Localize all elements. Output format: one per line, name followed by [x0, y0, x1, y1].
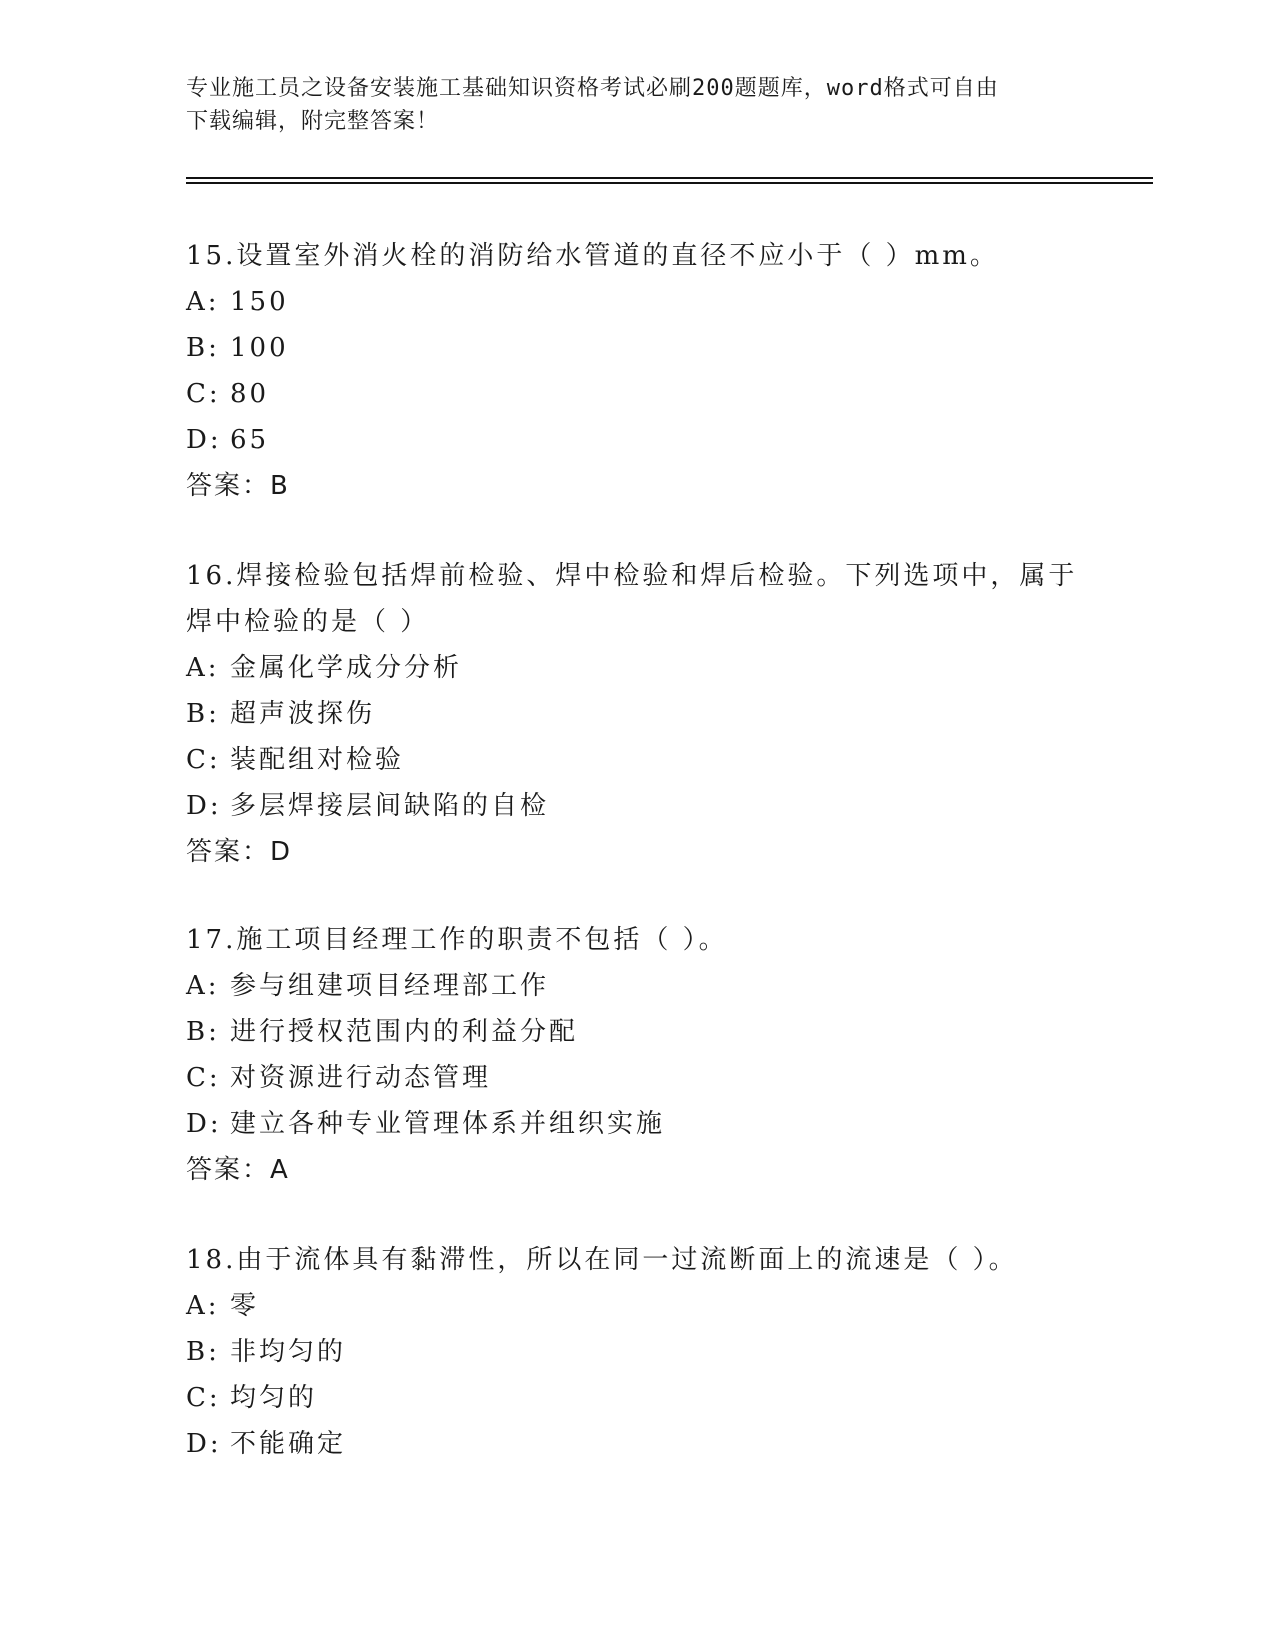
- question-17: [186, 917, 1106, 1193]
- option-text: 多层焊接层间缺陷的自检: [230, 791, 550, 821]
- question-16: [186, 553, 1106, 875]
- option-text: 装配组对检验: [230, 745, 405, 775]
- option-text: 零: [230, 1291, 260, 1321]
- option-letter: A:: [186, 287, 220, 317]
- option-letter: B:: [186, 1017, 220, 1047]
- question-stem-line-1: 16.焊接检验包括焊前检验、焊中检验和焊后检验。下列选项中，属于: [186, 561, 1078, 591]
- option-letter: A:: [186, 653, 220, 683]
- option-letter: C:: [186, 379, 221, 409]
- header-line-2: 下载编辑，附完整答案！: [186, 109, 440, 134]
- option-text: 建立各种专业管理体系并组织实施: [230, 1109, 666, 1139]
- option-letter: B:: [186, 699, 220, 729]
- option-text: 65: [230, 425, 270, 455]
- option-a: [186, 1283, 1106, 1329]
- question-stem: 17.施工项目经理工作的职责不包括（ ）。: [186, 925, 728, 955]
- option-b: [186, 1009, 1106, 1055]
- option-text: 80: [230, 379, 270, 409]
- option-text: 均匀的: [230, 1383, 318, 1413]
- option-text: 150: [230, 287, 289, 317]
- option-text: 对资源进行动态管理: [230, 1063, 492, 1093]
- header-line-1: 专业施工员之设备安装施工基础知识资格考试必刷200题题库，word格式可自由: [186, 76, 999, 101]
- option-a: [186, 963, 1106, 1009]
- option-text: 超声波探伤: [230, 699, 376, 729]
- option-letter: D:: [186, 791, 222, 821]
- option-letter: D:: [186, 1429, 222, 1459]
- answer-line: 答案：A: [186, 1155, 290, 1185]
- option-letter: B:: [186, 333, 220, 363]
- option-letter: C:: [186, 745, 221, 775]
- option-letter: C:: [186, 1383, 221, 1413]
- option-d: [186, 417, 1106, 463]
- question-18: [186, 1237, 1106, 1467]
- option-text: 不能确定: [230, 1429, 347, 1459]
- option-a: [186, 279, 1106, 325]
- option-letter: A:: [186, 1291, 220, 1321]
- option-c: [186, 1055, 1106, 1101]
- option-text: 进行授权范围内的利益分配: [230, 1017, 579, 1047]
- option-c: [186, 1375, 1106, 1421]
- option-letter: D:: [186, 425, 222, 455]
- question-stem: 18.由于流体具有黏滞性，所以在同一过流断面上的流速是（ ）。: [186, 1245, 1018, 1275]
- option-text: 金属化学成分分析: [230, 653, 463, 683]
- question-stem-line-2: 焊中检验的是（ ）: [186, 607, 430, 637]
- question-stem: 15.设置室外消火栓的消防给水管道的直径不应小于（ ）mm。: [186, 241, 999, 271]
- answer-line: 答案：B: [186, 471, 290, 501]
- option-d: [186, 1101, 1106, 1147]
- option-text: 参与组建项目经理部工作: [230, 971, 550, 1001]
- option-c: [186, 737, 1106, 783]
- option-text: 非均匀的: [230, 1337, 347, 1367]
- answer-line: 答案：D: [186, 837, 293, 867]
- header-divider-bottom: [186, 182, 1153, 184]
- question-15: [186, 233, 1106, 509]
- option-text: 100: [230, 333, 289, 363]
- document-header: [186, 72, 1086, 138]
- option-d: [186, 783, 1106, 829]
- option-c: [186, 371, 1106, 417]
- option-b: [186, 691, 1106, 737]
- option-d: [186, 1421, 1106, 1467]
- option-letter: C:: [186, 1063, 221, 1093]
- option-b: [186, 1329, 1106, 1375]
- option-b: [186, 325, 1106, 371]
- header-divider-top: [186, 177, 1153, 179]
- option-letter: A:: [186, 971, 220, 1001]
- option-a: [186, 645, 1106, 691]
- option-letter: D:: [186, 1109, 222, 1139]
- option-letter: B:: [186, 1337, 220, 1367]
